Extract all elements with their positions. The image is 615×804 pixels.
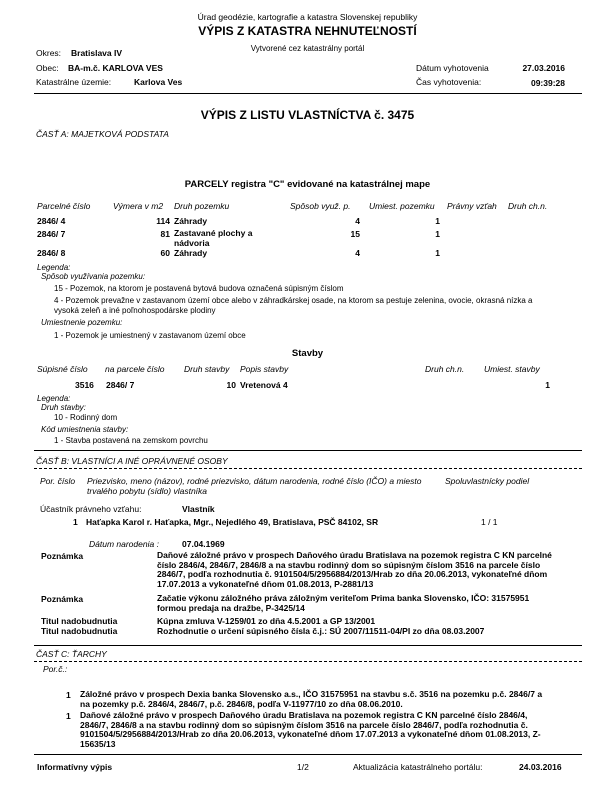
col-umiest: Umiest. pozemku (369, 201, 435, 211)
stavba-popis: Vretenová 4 (240, 380, 288, 390)
okres-value: Bratislava IV (71, 48, 123, 58)
part-c-divider (34, 645, 582, 646)
legenda-label: Legenda: (37, 263, 71, 272)
footer-informativny: Informatívny výpis (37, 762, 113, 772)
birth-value: 07.04.1969 (182, 539, 225, 549)
druh-stavby-legend-title: Druh stavby: (41, 403, 86, 412)
footer-divider (34, 754, 582, 755)
part-b-divider (34, 450, 582, 451)
sposob-legend-title: Spôsob využívania pozemku: (41, 272, 146, 281)
col-por-cislo: Por. číslo (40, 476, 76, 486)
tarcha-text: Záložné právo v prospech Dexia banka Slovensko a.s., IČO 31575951 na stavbu s.č. 3516 na pozemku p.č. 2846/7 a na pozemky p.č. 2846/4, 2846/7, p.č. 2846/8, podľa V-11977/10 zo dňa 08.06.2010. (80, 689, 543, 709)
parcel-area: 114 (156, 216, 170, 226)
part-c-title: ČASŤ C: ŤARCHY (36, 649, 107, 659)
part-a-title: ČASŤ A: MAJETKOVÁ PODSTATA (36, 129, 169, 139)
parcel-sposob: 4 (355, 216, 360, 226)
titul-label: Titul nadobudnutia (41, 626, 118, 636)
tarcha-number: 1 (66, 711, 71, 721)
stavba-parcela: 2846/ 7 (106, 380, 135, 390)
time-label: Čas vyhotovenia: (416, 77, 482, 87)
stavby-legenda-label: Legenda: (37, 394, 71, 403)
parcel-umiest: 1 (435, 229, 440, 239)
titul-label: Titul nadobudnutia (41, 616, 118, 626)
stavba-umiest: 1 (545, 380, 550, 390)
stavby-title: Stavby (291, 348, 324, 359)
parcel-umiest: 1 (435, 248, 440, 258)
parcel-sposob: 15 (350, 229, 360, 239)
document-title: VÝPIS Z KATASTRA NEHNUTEĽNOSTÍ (198, 24, 417, 38)
sposob-legend-4: 4 - Pozemok prevažne v zastavanom území obce alebo v záhradkárskej osade, na ktorom sa pestuje zelenina, ovocie, okrasná nízka a vysoká zeleň a iné poľnohospodárske plodiny (54, 296, 533, 315)
stavba-druh: 10 (226, 380, 236, 390)
lv-title: VÝPIS Z LISTU VLASTNÍCTVA č. 3475 (200, 108, 415, 122)
poznamka-label: Poznámka (41, 594, 84, 604)
document-subtitle: Vytvorené cez katastrálny portál (250, 44, 365, 53)
col-umiest-stavby: Umiest. stavby (484, 364, 540, 374)
sposob-legend-15: 15 - Pozemok, na ktorom je postavená bytová budova označená súpisným číslom (54, 284, 344, 293)
col-supisne-cislo: Súpisné číslo (37, 364, 88, 374)
parcel-area: 60 (160, 248, 170, 258)
parcel-type: Zastavané plochy a nádvoria (174, 228, 253, 248)
obec-value: BA-m.č. KARLOVA VES (68, 63, 163, 73)
tarcha-text: Daňové záložné právo v prospech Daňového úradu Bratislava na pozemok registra C KN parcelné číslo 2846/4, 2846/7, 2846/8 a na stavbu rodinný dom so súpisným číslom 3516 na parcele číslo 2846/7, podľa rozhodnutia č. 9101504/5/2956884/2013/Hrab zo dňa 20.06.2013, vykonateľné dňom 17.07.2013 a vykonateľné dňom 01.08.2013, Z-15635/13 (80, 710, 541, 749)
okres-label: Okres: (36, 48, 62, 58)
part-c-por: Por.č.: (43, 664, 68, 674)
col-spoluvlastnicky-podiel: Spoluvlastnícky podiel (445, 476, 530, 486)
col-druh-pozemku: Druh pozemku (174, 201, 230, 211)
col-sposob: Spôsob využ. p. (290, 201, 351, 211)
parcel-sposob: 4 (355, 248, 360, 258)
parcel-number: 2846/ 7 (37, 229, 66, 239)
titul-text-2: Rozhodnutie o určení súpisného čísla č.j.: SÚ 2007/11511-04/PI zo dňa 08.03.2007 (157, 626, 485, 636)
poznamka-text-1: Daňové záložné právo v prospech Daňového úradu Bratislava na pozemok registra C KN parcelné číslo 2846/4, 2846/7, 2846/8 a na stavbu rodinný dom so súpisným číslom 3516 na parcele číslo 2846/7, podľa rozhodnutia č. 9101504/5/2956884/2013/Hrab zo dňa 20.06.2013, vykonateľné dňom 17.07.2013 a vykonateľné dňom 01.08.2013, P-2881/13 (157, 550, 552, 589)
part-b-title: ČASŤ B: VLASTNÍCI A INÉ OPRÁVNENÉ OSOBY (36, 456, 228, 466)
time-value: 09:39:28 (530, 78, 565, 88)
umiest-legend-1: 1 - Pozemok je umiestnený v zastavanom území obce (54, 331, 246, 340)
stavba-supisne: 3516 (75, 380, 94, 390)
kod-umiestnenia-1: 1 - Stavba postavená na zemskom povrchu (54, 436, 208, 445)
col-druh-stavby: Druh stavby (184, 364, 230, 374)
footer-update-date: 24.03.2016 (519, 762, 562, 772)
parcely-title: PARCELY registra "C" evidované na katastrálnej mape (184, 179, 431, 190)
agency-name: Úrad geodézie, kartografie a katastra Slovenskej republiky (197, 12, 418, 22)
date-value: 27.03.2016 (522, 63, 565, 73)
col-pravny-vztah: Právny vzťah (447, 201, 497, 211)
ucastnik-value: Vlastník (182, 504, 215, 514)
kod-umiestnenia-title: Kód umiestnenia stavby: (41, 425, 129, 434)
poznamka-text-2: Začatie výkonu záložného práva záložným veriteľom Prima banka Slovensko, IČO: 31575951 formou predaja na dražbe, P-3425/14 (157, 593, 530, 613)
parcel-number: 2846/ 4 (37, 216, 66, 226)
col-parcelne-cislo: Parcelné číslo (37, 201, 91, 211)
col-na-parcele: na parcele číslo (105, 364, 165, 374)
footer-page-number: 1/2 (297, 762, 309, 772)
col-druh-chn: Druh ch.n. (508, 201, 548, 211)
part-c-dashed-line (34, 661, 582, 662)
owner-share: 1 / 1 (481, 517, 498, 527)
parcel-umiest: 1 (435, 216, 440, 226)
col-stavby-druh-chn: Druh ch.n. (425, 364, 465, 374)
titul-text-1: Kúpna zmluva V-1259/01 zo dňa 4.5.2001 a GP 13/2001 (157, 616, 376, 626)
poznamka-label: Poznámka (41, 551, 84, 561)
ku-label: Katastrálne územie: (36, 77, 112, 87)
ku-value: Karlova Ves (134, 77, 183, 87)
owner-name: Haťapka Karol r. Haťapka, Mgr., Nejedlého 49, Bratislava, PSČ 84102, SR (86, 517, 379, 527)
col-vymera: Výmera v m2 (113, 201, 164, 211)
umiest-legend-title: Umiestnenie pozemku: (41, 318, 123, 327)
date-label: Dátum vyhotovenia (416, 63, 489, 73)
parcel-number: 2846/ 8 (37, 248, 66, 258)
part-b-dashed-line (34, 468, 582, 469)
druh-stavby-legend-10: 10 - Rodinný dom (54, 413, 118, 422)
parcel-area: 81 (160, 229, 170, 239)
parcel-type: Záhrady (174, 216, 208, 226)
footer-update-label: Aktualizácia katastrálneho portálu: (353, 762, 483, 772)
parcel-type: Záhrady (174, 248, 208, 258)
ucastnik-label: Účastník právneho vzťahu: (40, 504, 142, 514)
col-owner-info: Priezvisko, meno (názov), rodné priezvisko, dátum narodenia, rodné číslo (IČO) a miesto trvalého pobytu (sídlo) vlastníka (87, 476, 422, 496)
col-popis-stavby: Popis stavby (240, 364, 289, 374)
owner-number: 1 (73, 517, 78, 527)
obec-label: Obec: (36, 63, 59, 73)
header-divider (34, 93, 582, 94)
tarcha-number: 1 (66, 690, 71, 700)
birth-label: Dátum narodenia : (89, 539, 159, 549)
